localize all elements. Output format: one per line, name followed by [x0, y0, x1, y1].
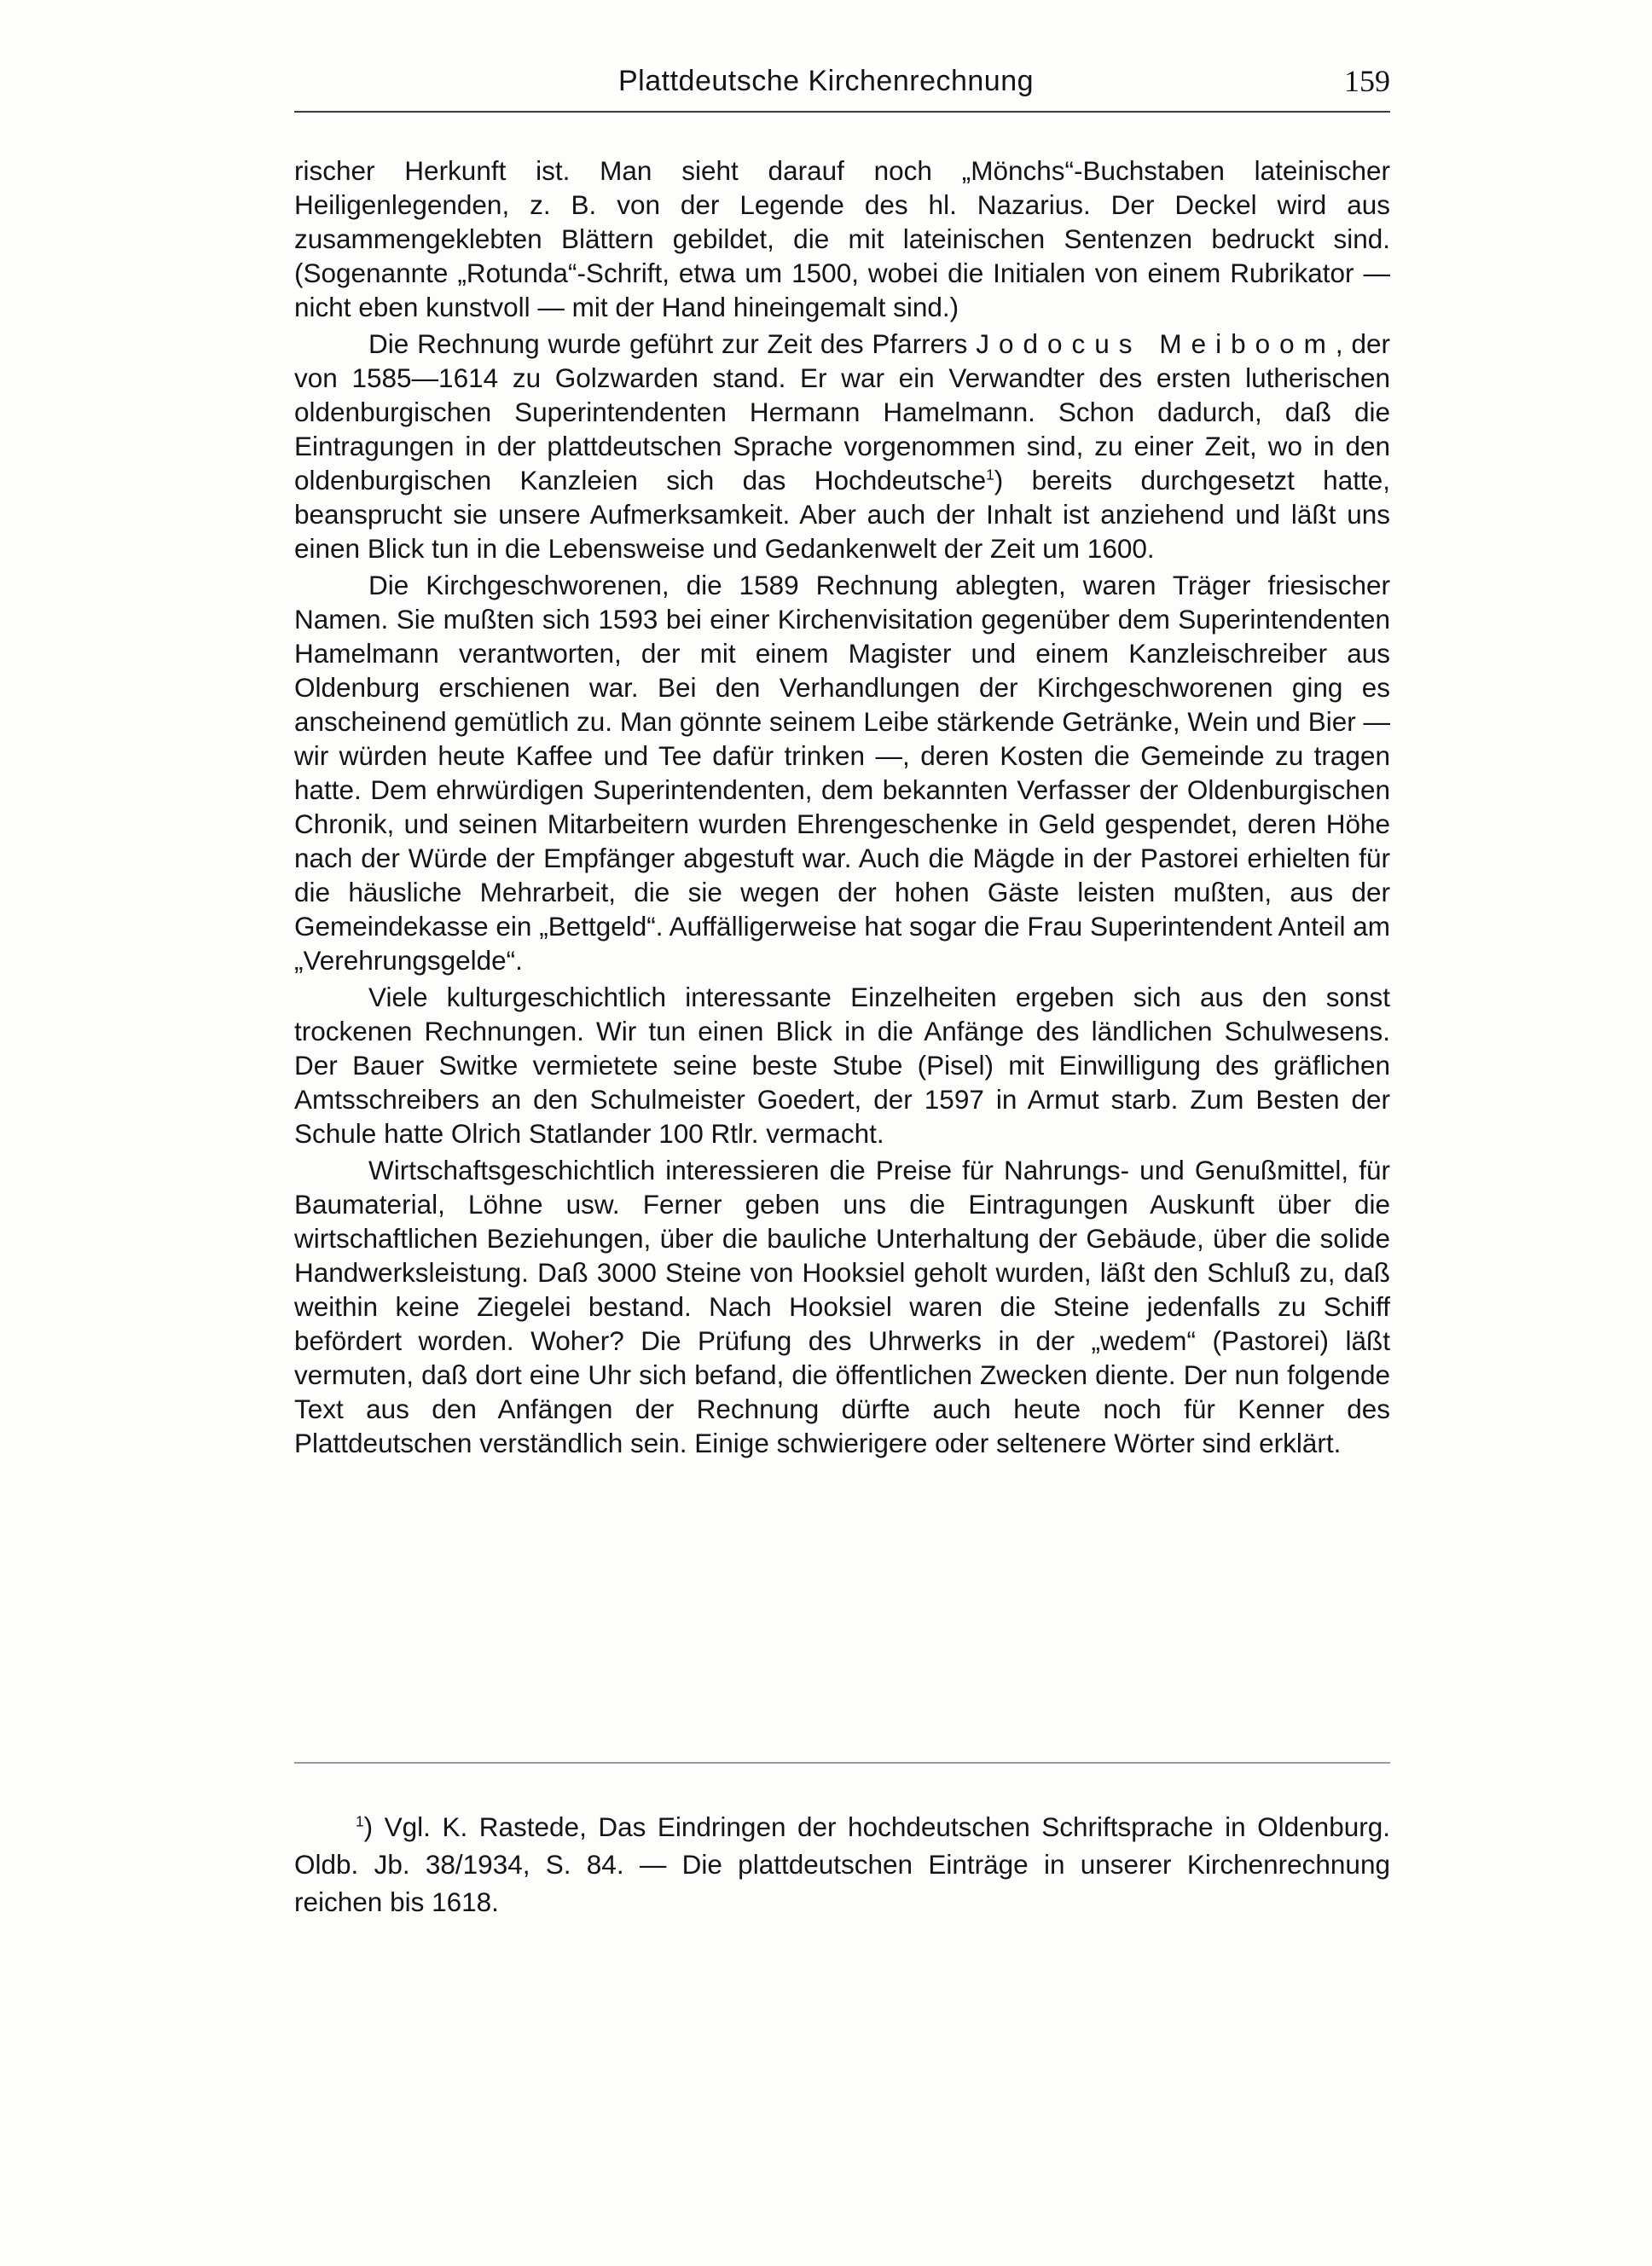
paragraph-4: Viele kulturgeschichtlich interessante Einzelheiten ergeben sich aus den sonst trockenen Rechnungen. Wir tun einen Blick in die Anfänge des ländlichen Schulwesens. Der Bauer Switke vermietete seine beste Stube (Pisel) mit Einwilligung des gräflichen Amtsschreibers an den Schulmeister Goedert, der 1597 in Armut starb. Zum Besten der Schule hatte Olrich Statlander 100 Rtlr. vermacht. [294, 982, 1390, 1149]
body-text [294, 154, 1390, 1463]
footnote-reference: 1 [986, 466, 994, 484]
pastor-name: Jodocus Meiboom [976, 328, 1336, 359]
footnote [294, 1808, 1390, 1921]
paragraph-5: Wirtschaftsgeschichtlich interessieren die Preise für Nahrungs- und Genußmittel, für Baumaterial, Löhne usw. Ferner geben uns die Eintragungen Auskunft über die wirtschaftlichen Beziehungen, über die bauliche Unterhaltung der Gebäude, über die solide Handwerksleistung. Daß 3000 Steine von Hooksiel geholt wurden, läßt den Schluß zu, daß weithin keine Ziegelei bestand. Nach Hooksiel waren die Steine jedenfalls zu Schiff befördert worden. Woher? Die Prüfung des Uhrwerks in der „wedem“ (Pastorei) läßt vermuten, daß dort eine Uhr sich befand, die öffentlichen Zwecken diente. Der nun folgende Text aus den Anfängen der Rechnung dürfte auch heute noch für Kenner des Plattdeutschen verständlich sein. Einige schwierigere oder seltenere Wörter sind erklärt. [294, 1155, 1390, 1458]
footnote-divider [294, 1762, 1390, 1764]
paragraph-1: rischer Herkunft ist. Man sieht darauf noch „Mönchs“-Buchstaben lateinischer Heiligenlegenden, z. B. von der Legende des hl. Nazarius. Der Deckel wird aus zusammengeklebten Blättern gebildet, die mit lateinischen Sentenzen bedruckt sind. (Sogenannte „Rotunda“-Schrift, etwa um 1500, wobei die Initialen von einem Rubrikator — nicht eben kunstvoll — mit der Hand hineingemalt sind.) [294, 155, 1390, 322]
paragraph-2-end: ) bereits durchgesetzt hatte, beansprucht sie unsere Aufmerksamkeit. Aber auch der Inhalt ist anziehend und läßt uns einen Blick tun in die Lebensweise und Gedankenwelt der Zeit um 1600. [294, 465, 1390, 564]
footnote-marker: 1 [356, 1812, 364, 1829]
footnote-text: ) Vgl. K. Rastede, Das Eindringen der hochdeutschen Schriftsprache in Oldenburg. Oldb. Jb. 38/1934, S. 84. — Die plattdeutschen Einträge in unserer Kirchenrechnung reichen bis 1618. [294, 1811, 1390, 1917]
paragraph-2-lead: Die Rechnung wurde geführt zur Zeit des Pfarrers [368, 328, 977, 359]
paragraph-3: Die Kirchgeschworenen, die 1589 Rechnung ablegten, waren Träger friesischer Namen. Sie mußten sich 1593 bei einer Kirchenvisitation gegenüber dem Superintendenten Hamelmann verantworten, der mit einem Magister und einem Kanzleischreiber aus Oldenburg erschienen war. Bei den Verhandlungen der Kirchgeschworenen ging es anscheinend gemütlich zu. Man gönnte seinem Leibe stärkende Getränke, Wein und Bier — wir würden heute Kaffee und Tee dafür trinken —, deren Kosten die Gemeinde zu tragen hatte. Dem ehrwürdigen Superintendenten, dem bekannten Verfasser der Oldenburgischen Chronik, und seinen Mitarbeitern wurden Ehrengeschenke in Geld gespendet, deren Höhe nach der Würde der Empfänger abgestuft war. Auch die Mägde in der Pastorei erhielten für die häusliche Mehrarbeit, die sie wegen der hohen Gäste leisten mußten, aus der Gemeindekasse ein „Bettgeld“. Auffälligerweise hat sogar die Frau Superintendent Anteil am „Verehrungsgelde“. [294, 570, 1390, 976]
page-header [294, 60, 1390, 113]
paragraph-2 [294, 327, 1390, 565]
paragraph-2-middle: , der von 1585—1614 zu Golzwarden stand. Er war ein Verwandter des ersten lutherischen oldenburgischen Superintendenten Hermann Hamelmann. Schon dadurch, daß die Eintragungen in der plattdeutschen Sprache vorgenommen sind, zu einer Zeit, wo in den oldenburgischen Kanzleien sich das Hochdeutsche [294, 328, 1391, 496]
running-title: Plattdeutsche Kirchenrechnung [618, 65, 1035, 97]
page-number: 159 [1344, 64, 1390, 98]
